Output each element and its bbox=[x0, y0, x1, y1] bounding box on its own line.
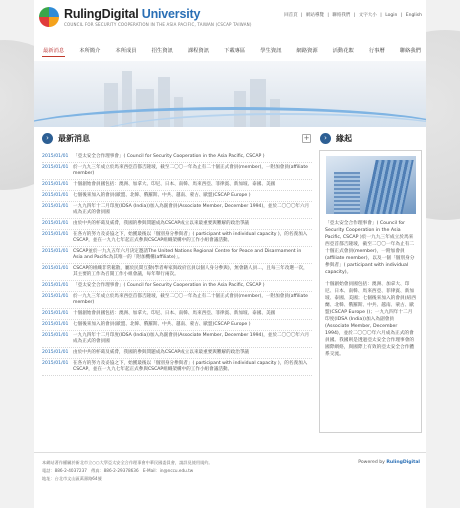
news-link[interactable]: 在各方的努力及妥協之下，始獲最後以「個別身分參與者」( participant with individual capacity )，的名義加入CSCAP，並在一九九七年起正式參與CSCAP組織架構中的工作小組會議活動。 bbox=[73, 361, 308, 372]
nav-item-gallery[interactable]: 活動花絮 bbox=[332, 48, 354, 54]
news-link[interactable]: 一九九四年十二月印度(IDSA (India))加入為副會員(Associate Member, December 1994)，並於二〇〇〇年六月成為正式的會員國 bbox=[73, 204, 310, 215]
news-date: 2015/01/01 bbox=[42, 361, 69, 366]
news-date: 2015/01/01 bbox=[42, 249, 69, 254]
toplink-separator: | bbox=[301, 13, 303, 18]
toplink-login[interactable]: Login bbox=[385, 13, 398, 18]
news-item[interactable] bbox=[42, 191, 312, 202]
about-heading bbox=[320, 130, 352, 146]
news-item[interactable] bbox=[42, 230, 312, 247]
news-link[interactable]: 十個創始會員國包括：澳洲、加拿大、印尼、日本、南韓、馬來西亞、菲律賓、新加坡、泰國、美國 bbox=[73, 311, 276, 316]
toplink-separator: | bbox=[327, 13, 329, 18]
about-paragraph: 十個創始會員國包括：澳洲、加拿大、印尼、日本、南韓、馬來西亞、菲律賓、新加坡、泰國、美國；七個後來加入的會員(紐西蘭、北韓、俄羅斯、中共、越南、蒙古、歐盟(CSCAP Europe ))；一九九四年十二月印度(IDSA (India))加入為副會員(Associate Member, December 1994)，並於二〇〇〇年六月成為正式的會員國。我國則是透過亞太安全合作理事會的國際網絡，與國際上有效的亞太安全合作體系交流。 bbox=[325, 282, 416, 357]
news-title: 最新消息 bbox=[58, 133, 90, 143]
news-date: 2015/01/01 bbox=[42, 154, 69, 159]
toplink-english[interactable]: English bbox=[405, 13, 422, 18]
news-item[interactable] bbox=[42, 292, 312, 309]
news-link[interactable]: 由於中共的杯葛及威脅，我國的參與問題成為CSCAP成立以來最重要與難解的政治爭議 bbox=[73, 350, 250, 355]
header bbox=[34, 0, 426, 40]
toplink-home[interactable]: 回首頁 bbox=[284, 13, 298, 18]
news-date: 2015/01/01 bbox=[42, 221, 69, 226]
nav-item-students[interactable]: 學生資訊 bbox=[260, 48, 282, 54]
news-date: 2015/01/01 bbox=[42, 350, 69, 355]
site-title-main: RulingDigital bbox=[64, 7, 139, 21]
site-subtitle: COUNCIL FOR SECURITY COOPERATION IN THE ASIA PACIFIC, TAIWAN (CSCAP TAIWAN) bbox=[64, 22, 252, 27]
about-paragraph: 「亞太安全合作理事會」( Council for Security Cooperation in the Asia Pacific, CSCAP )於一九九三年成立於馬來西亞首都吉隆坡，截至二〇〇一年為止有二十個正式會員(member)，一附加會員(affiliate member)，以及一個「個別身分參與者」( participant with individual capacity)。 bbox=[325, 221, 415, 275]
footer bbox=[34, 452, 426, 508]
about-title: 緣起 bbox=[336, 133, 352, 143]
banner-image bbox=[34, 61, 426, 127]
news-date: 2015/01/01 bbox=[42, 333, 69, 338]
nav-item-news[interactable]: 最新消息 bbox=[42, 44, 65, 57]
news-date: 2015/01/01 bbox=[42, 182, 69, 187]
logo-globe-icon[interactable] bbox=[39, 7, 59, 27]
news-link[interactable]: 於一九九三年成立於馬來西亞首都吉隆坡，截至二〇〇一年為止有二十個正式會員(member)，一附加會員(affiliate member) bbox=[73, 165, 308, 176]
news-date: 2015/01/01 bbox=[42, 232, 69, 237]
toplink-sitemap[interactable]: 網站導覽 bbox=[305, 13, 324, 18]
nav-item-members[interactable]: 本所成員 bbox=[115, 48, 137, 54]
nav-item-admission[interactable]: 招生資訊 bbox=[151, 48, 173, 54]
news-date: 2015/01/01 bbox=[42, 322, 69, 327]
news-item[interactable] bbox=[42, 152, 312, 163]
news-link[interactable]: 「亞太安全合作理事會」( Council for Security Cooperation in the Asia Pacific, CSCAP ) bbox=[73, 283, 265, 288]
nav-item-courses[interactable]: 課程資訊 bbox=[187, 48, 210, 54]
footer-copyright: 本網站著作權屬於新北市立○○大學亞太安全合作理事會中華民國委員會，請詳見使用規約。 bbox=[42, 460, 213, 465]
news-link[interactable]: 十個創始會員國包括：澳洲、加拿大、印尼、日本、南韓、馬來西亞、菲律賓、新加坡、泰國、美國 bbox=[73, 182, 276, 187]
news-item[interactable] bbox=[42, 320, 312, 331]
powered-by-brand: RulingDigital bbox=[386, 460, 420, 465]
news-item[interactable] bbox=[42, 348, 312, 359]
news-item[interactable] bbox=[42, 359, 312, 376]
news-item[interactable] bbox=[42, 180, 312, 191]
site-title-accent: University bbox=[138, 7, 201, 21]
toplink-separator: | bbox=[380, 13, 382, 18]
news-heading bbox=[42, 130, 90, 146]
more-news-button[interactable]: + bbox=[303, 134, 310, 142]
toplink-separator: | bbox=[353, 13, 356, 18]
footer-address: 地址：台北市文山區萬壽路64號 bbox=[42, 476, 102, 481]
news-date: 2015/01/01 bbox=[42, 266, 69, 271]
news-date: 2015/01/01 bbox=[42, 165, 69, 170]
news-link[interactable]: 七個後來加入的會員(歐盟、北韓、俄羅斯、中共、越南、蒙古、歐盟(CSCAP Europe ) bbox=[73, 193, 251, 198]
nav-item-contact[interactable]: 聯絡我們 bbox=[399, 48, 421, 54]
news-item[interactable] bbox=[42, 309, 312, 320]
main-nav bbox=[42, 43, 422, 57]
news-item[interactable] bbox=[42, 163, 312, 180]
news-item[interactable] bbox=[42, 247, 312, 264]
news-date: 2015/01/01 bbox=[42, 311, 69, 316]
footer-contact: 電話：886-2-4037237 傳真：886-2-29378636 E-Mail：in@nccu.edu.tw bbox=[42, 468, 194, 473]
nav-item-calendar[interactable]: 行事曆 bbox=[368, 48, 385, 54]
site-title[interactable] bbox=[64, 7, 200, 21]
nav-item-downloads[interactable]: 下載專區 bbox=[224, 48, 246, 54]
toplink-contact[interactable]: 聯絡我們 bbox=[332, 13, 351, 18]
news-link[interactable]: 七個後來加入的會員(歐盟、北韓、俄羅斯、中共、越南、蒙古、歐盟(CSCAP Europe ) bbox=[73, 322, 251, 327]
news-date: 2015/01/01 bbox=[42, 193, 69, 198]
nav-item-about[interactable]: 本所簡介 bbox=[79, 48, 101, 54]
nav-item-resources[interactable]: 網路資源 bbox=[296, 48, 318, 54]
powered-by[interactable] bbox=[358, 460, 420, 465]
top-links bbox=[282, 12, 422, 18]
news-item[interactable] bbox=[42, 281, 312, 292]
about-building-image bbox=[326, 156, 416, 214]
news-link[interactable]: 在各方的努力及妥協之下，始獲最後以「個別身分參與者」( participant with individual capacity )，的名義加入CSCAP，並在一九九七年起正式參與CSCAP組織架構中的工作小組會議活動。 bbox=[73, 232, 308, 243]
about-text bbox=[325, 220, 416, 358]
news-list bbox=[42, 152, 312, 376]
powered-by-prefix: Powered by bbox=[358, 460, 387, 465]
arrow-right-icon: › bbox=[320, 133, 331, 144]
news-link[interactable]: CSCAP並於一九九五年六月決定邀請The United Nations Regional Centre for Peace and Disarmament in Asia and Pacific為其唯一的「附加機構(affiliate)」。 bbox=[73, 249, 302, 260]
news-item[interactable] bbox=[42, 202, 312, 219]
about-panel bbox=[319, 150, 422, 433]
toplink-font-size[interactable]: 文字大小 bbox=[358, 13, 377, 18]
news-item[interactable] bbox=[42, 219, 312, 230]
news-date: 2015/01/01 bbox=[42, 204, 69, 209]
news-date: 2015/01/01 bbox=[42, 294, 69, 299]
page-container bbox=[34, 0, 426, 508]
news-link[interactable]: 「亞太安全合作理事會」( Council for Security Cooperation in the Asia Pacific, CSCAP ) bbox=[73, 154, 265, 159]
news-link[interactable]: 由於中共的杯葛及威脅，我國的參與問題成為CSCAP成立以來最重要與難解的政治爭議 bbox=[73, 221, 250, 226]
news-date: 2015/01/01 bbox=[42, 283, 69, 288]
news-item[interactable] bbox=[42, 264, 312, 281]
news-link[interactable]: 於一九九三年成立於馬來西亞首都吉隆坡，截至二〇〇一年為止有二十個正式會員(member)，一附加會員(affiliate member) bbox=[73, 294, 308, 305]
news-item[interactable] bbox=[42, 331, 312, 348]
news-link[interactable]: CSCAP的組織非常鬆散，屬於民間互動(學者專家與政府官員以個人身分參與)，無會籍人員…，且每三年改選一次，其主要的工作為召開工作小組會議，每年舉行兩次。 bbox=[73, 266, 308, 277]
news-link[interactable]: 一九九四年十二月印度(IDSA (India))加入為副會員(Associate Member, December 1994)，並於二〇〇〇年六月成為正式的會員國 bbox=[73, 333, 310, 344]
toplink-separator: | bbox=[400, 13, 403, 18]
arrow-right-icon: › bbox=[42, 133, 53, 144]
